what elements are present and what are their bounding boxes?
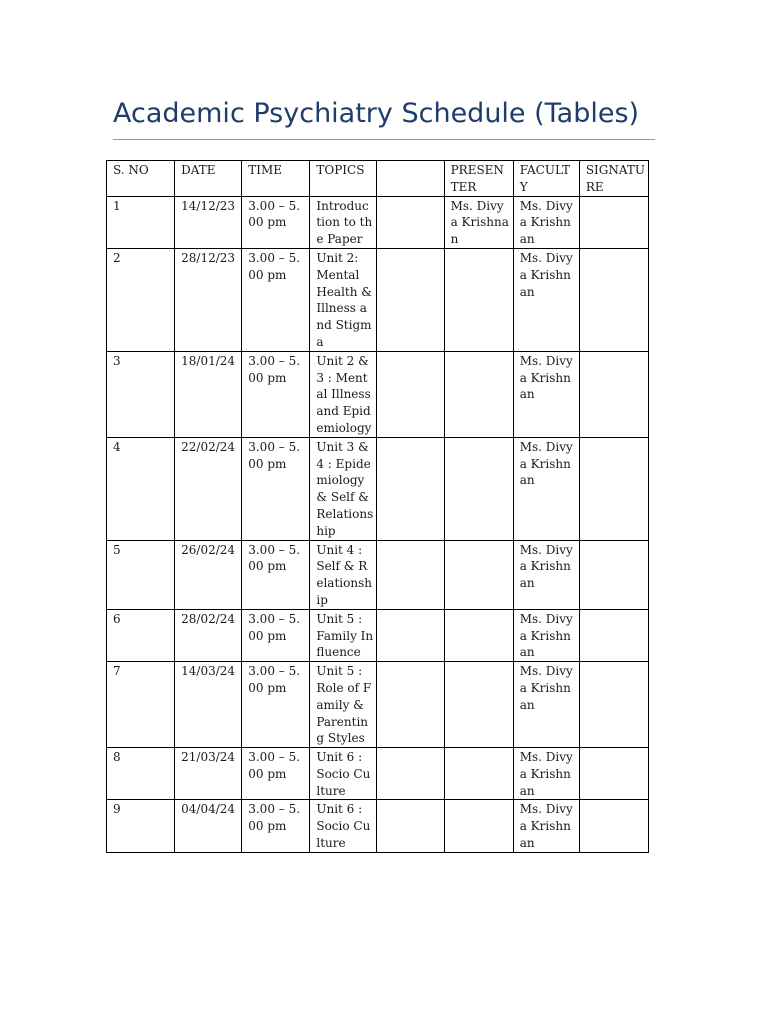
cell-signature	[579, 196, 648, 248]
cell-topic: Unit 3 & 4 : Epidemiology & Self & Relationship	[310, 437, 377, 540]
table-row	[107, 437, 649, 540]
table-header-row	[107, 161, 649, 197]
cell-topic: Unit 5 : Role of Family & Parenting Styles	[310, 662, 377, 748]
table-row	[107, 351, 649, 437]
cell-presenter	[444, 800, 513, 852]
cell-presenter	[444, 609, 513, 661]
cell-signature	[579, 351, 648, 437]
table-row	[107, 196, 649, 248]
cell-sno: 6	[107, 609, 175, 661]
cell-time: 3.00 – 5.00 pm	[242, 437, 310, 540]
header-date: DATE	[175, 161, 242, 197]
header-sno: S. NO	[107, 161, 175, 197]
cell-faculty: Ms. Divya Krishnan	[513, 609, 579, 661]
cell-faculty: Ms. Divya Krishnan	[513, 662, 579, 748]
header-signature: SIGNATURE	[579, 161, 648, 197]
cell-presenter	[444, 351, 513, 437]
cell-faculty: Ms. Divya Krishnan	[513, 800, 579, 852]
table-row	[107, 662, 649, 748]
cell-signature	[579, 748, 648, 800]
cell-topic: Unit 4 : Self & Relationship	[310, 540, 377, 609]
table-row	[107, 248, 649, 351]
cell-blank	[377, 248, 444, 351]
cell-sno: 2	[107, 248, 175, 351]
cell-presenter	[444, 662, 513, 748]
table-row	[107, 800, 649, 852]
cell-date: 26/02/24	[175, 540, 242, 609]
cell-sno: 4	[107, 437, 175, 540]
cell-faculty: Ms. Divya Krishnan	[513, 748, 579, 800]
cell-faculty: Ms. Divya Krishnan	[513, 437, 579, 540]
cell-topic: Unit 6 : Socio Culture	[310, 800, 377, 852]
cell-presenter	[444, 437, 513, 540]
cell-signature	[579, 662, 648, 748]
cell-time: 3.00 – 5.00 pm	[242, 662, 310, 748]
header-faculty: FACULTY	[513, 161, 579, 197]
cell-signature	[579, 248, 648, 351]
cell-signature	[579, 609, 648, 661]
cell-presenter	[444, 540, 513, 609]
cell-faculty: Ms. Divya Krishnan	[513, 540, 579, 609]
page-title: Academic Psychiatry Schedule (Tables)	[113, 98, 640, 129]
cell-date: 04/04/24	[175, 800, 242, 852]
cell-blank	[377, 800, 444, 852]
cell-time: 3.00 – 5.00 pm	[242, 609, 310, 661]
cell-time: 3.00 – 5.00 pm	[242, 196, 310, 248]
cell-sno: 8	[107, 748, 175, 800]
cell-time: 3.00 – 5.00 pm	[242, 540, 310, 609]
cell-blank	[377, 662, 444, 748]
cell-topic: Introduction to the Paper	[310, 196, 377, 248]
cell-blank	[377, 609, 444, 661]
header-time: TIME	[242, 161, 310, 197]
cell-sno: 5	[107, 540, 175, 609]
cell-date: 14/03/24	[175, 662, 242, 748]
cell-blank	[377, 351, 444, 437]
cell-blank	[377, 540, 444, 609]
cell-presenter	[444, 248, 513, 351]
cell-date: 14/12/23	[175, 196, 242, 248]
cell-time: 3.00 – 5.00 pm	[242, 351, 310, 437]
cell-topic: Unit 6 : Socio Culture	[310, 748, 377, 800]
table-body	[107, 196, 649, 852]
cell-blank	[377, 437, 444, 540]
title-underline	[113, 139, 655, 140]
cell-faculty: Ms. Divya Krishnan	[513, 351, 579, 437]
header-blank	[377, 161, 444, 197]
cell-date: 28/12/23	[175, 248, 242, 351]
cell-presenter: Ms. Divya Krishnan	[444, 196, 513, 248]
cell-date: 28/02/24	[175, 609, 242, 661]
schedule-table	[106, 160, 649, 853]
table-row	[107, 609, 649, 661]
header-topics: TOPICS	[310, 161, 377, 197]
cell-signature	[579, 437, 648, 540]
cell-presenter	[444, 748, 513, 800]
cell-sno: 3	[107, 351, 175, 437]
cell-date: 18/01/24	[175, 351, 242, 437]
table-row	[107, 540, 649, 609]
cell-faculty: Ms. Divya Krishnan	[513, 196, 579, 248]
cell-topic: Unit 2: Mental Health & Illness and Stigma	[310, 248, 377, 351]
cell-signature	[579, 800, 648, 852]
cell-topic: Unit 2 & 3 : Mental Illness and Epidemiology	[310, 351, 377, 437]
cell-sno: 7	[107, 662, 175, 748]
header-presenter: PRESENTER	[444, 161, 513, 197]
cell-sno: 1	[107, 196, 175, 248]
cell-blank	[377, 748, 444, 800]
cell-date: 21/03/24	[175, 748, 242, 800]
cell-faculty: Ms. Divya Krishnan	[513, 248, 579, 351]
cell-topic: Unit 5 : Family Influence	[310, 609, 377, 661]
cell-time: 3.00 – 5.00 pm	[242, 748, 310, 800]
table-row	[107, 748, 649, 800]
cell-blank	[377, 196, 444, 248]
cell-signature	[579, 540, 648, 609]
cell-time: 3.00 – 5.00 pm	[242, 800, 310, 852]
cell-time: 3.00 – 5.00 pm	[242, 248, 310, 351]
cell-sno: 9	[107, 800, 175, 852]
cell-date: 22/02/24	[175, 437, 242, 540]
